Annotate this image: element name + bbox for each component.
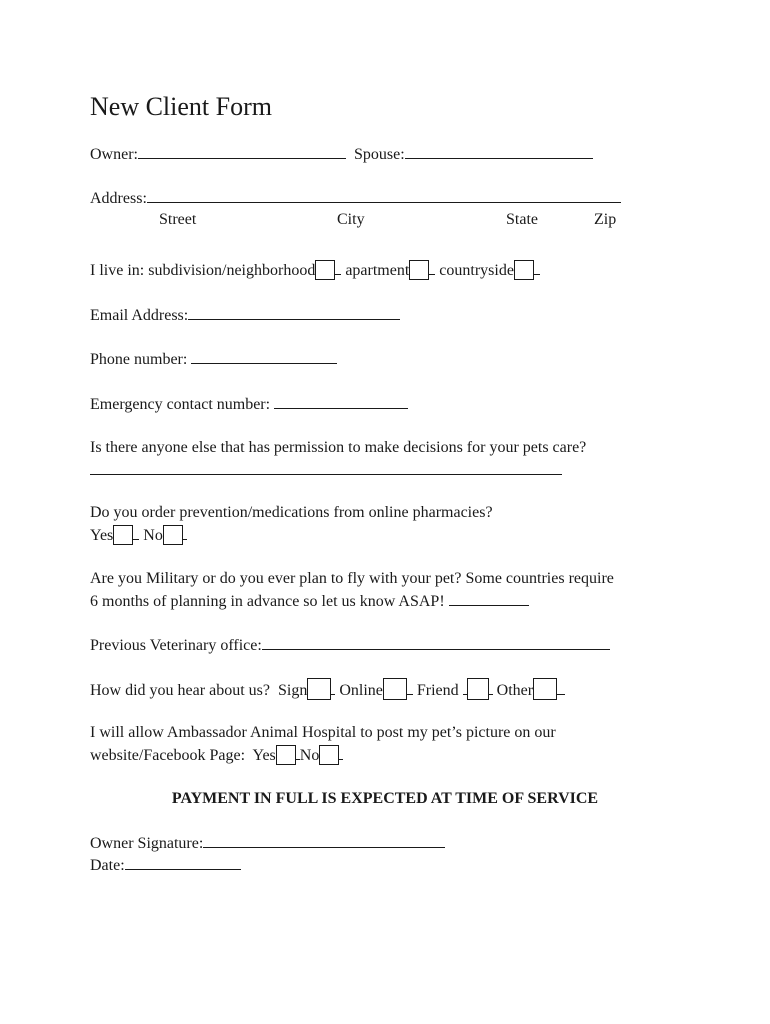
form-title: New Client Form: [90, 92, 272, 121]
pharmacy-no-checkbox[interactable]: [163, 525, 183, 545]
phone-row: [90, 349, 337, 370]
emergency-field[interactable]: [274, 394, 408, 409]
signature-label: Owner Signature:: [90, 835, 204, 852]
signature-row: [90, 833, 445, 854]
spouse-label: Spouse:: [353, 146, 405, 163]
zip-caption: Zip: [594, 211, 617, 228]
military-line-2: 6 months of planning in advance so let us know ASAP!: [90, 593, 445, 610]
pharmacy-yes-label: Yes: [90, 527, 114, 544]
live-in-row: [90, 260, 540, 281]
phone-label: Phone number:: [90, 351, 188, 368]
previous-vet-field[interactable]: [262, 635, 610, 650]
date-field[interactable]: [125, 855, 241, 870]
other-checkbox[interactable]: [533, 678, 557, 700]
city-caption: City: [337, 211, 365, 228]
emergency-label: Emergency contact number:: [90, 396, 271, 413]
subdivision-checkbox[interactable]: [315, 260, 335, 280]
permission-question: Is there anyone else that has permission to make decisions for your pets care?: [90, 439, 587, 456]
address-label: Address:: [90, 190, 147, 207]
previous-vet-label: Previous Veterinary office:: [90, 637, 262, 654]
countryside-checkbox[interactable]: [514, 260, 534, 280]
military-row: [90, 591, 529, 612]
email-field[interactable]: [188, 305, 400, 320]
state-caption: State: [506, 211, 538, 228]
live-in-label: I live in: subdivision/neighborhood: [90, 262, 316, 279]
sign-checkbox[interactable]: [307, 678, 331, 700]
apartment-label: apartment: [345, 262, 410, 279]
spouse-field[interactable]: [405, 144, 593, 159]
online-label: Online: [339, 682, 383, 699]
countryside-label: countryside: [439, 262, 514, 279]
owner-field[interactable]: [138, 144, 346, 159]
heard-row: [90, 678, 565, 701]
online-checkbox[interactable]: [383, 678, 407, 700]
friend-label: Friend: [416, 682, 459, 699]
payment-notice: PAYMENT IN FULL IS EXPECTED AT TIME OF SERVICE: [171, 790, 599, 807]
photo-consent-line-2: website/Facebook Page:: [90, 747, 246, 764]
pharmacy-yes-checkbox[interactable]: [113, 525, 133, 545]
pharmacy-question: Do you order prevention/medications from online pharmacies?: [90, 504, 493, 521]
address-field[interactable]: [147, 188, 621, 203]
photo-no-checkbox[interactable]: [319, 745, 339, 765]
owner-row: [90, 144, 593, 165]
apartment-checkbox[interactable]: [409, 260, 429, 280]
email-row: [90, 305, 400, 326]
pharmacy-no-label: No: [143, 527, 163, 544]
owner-label: Owner:: [90, 146, 138, 163]
signature-field[interactable]: [203, 833, 445, 848]
date-row: [90, 855, 241, 876]
photo-consent-row: [90, 745, 343, 766]
sign-label: Sign: [277, 682, 308, 699]
heard-label: How did you hear about us?: [90, 682, 270, 699]
street-caption: Street: [159, 211, 197, 228]
permission-row: [90, 460, 562, 481]
emergency-row: [90, 394, 408, 415]
photo-consent-line-1: I will allow Ambassador Animal Hospital to post my pet’s picture on our: [90, 724, 556, 741]
photo-yes-label: Yes: [252, 747, 276, 764]
photo-yes-checkbox[interactable]: [276, 745, 296, 765]
address-row: [90, 188, 621, 209]
military-field[interactable]: [449, 591, 529, 606]
permission-field[interactable]: [90, 460, 562, 475]
email-label: Email Address:: [90, 307, 189, 324]
phone-field[interactable]: [191, 349, 337, 364]
previous-vet-row: [90, 635, 610, 656]
date-label: Date:: [90, 857, 125, 874]
pharmacy-answer-row: [90, 525, 187, 546]
photo-no-label: No: [299, 747, 320, 764]
friend-checkbox[interactable]: [467, 678, 489, 700]
other-label: Other: [496, 682, 534, 699]
military-line-1: Are you Military or do you ever plan to fly with your pet? Some countries require: [90, 570, 614, 587]
